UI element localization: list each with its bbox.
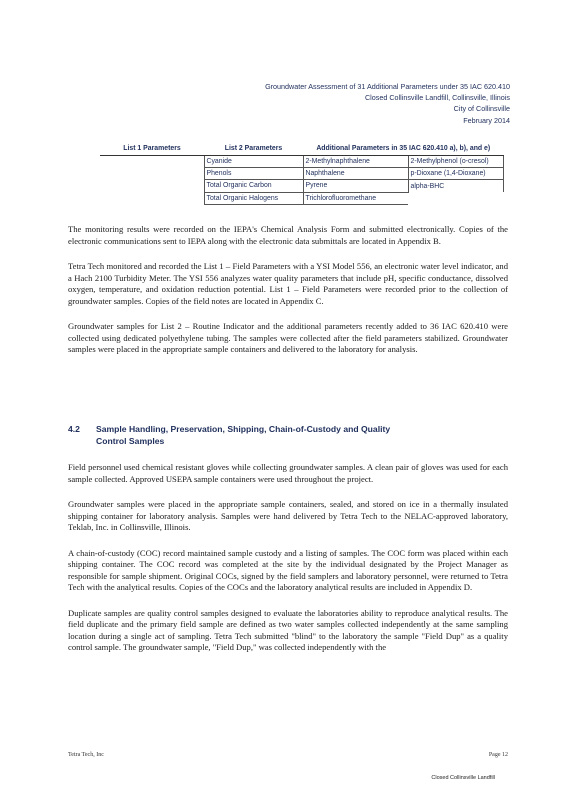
table-row xyxy=(100,156,504,168)
table-cell xyxy=(100,180,204,192)
table-row xyxy=(100,180,504,192)
paragraph-gloves: Field personnel used chemical resistant gloves while collecting groundwater samples. A clean pair of gloves was used for each sample collected. Approved USEPA sample containers were used throughout the project. xyxy=(68,462,508,484)
parameters-table xyxy=(100,142,504,205)
section-title-line1: Sample Handling, Preservation, Shipping, Chain-of-Custody and Quality xyxy=(96,424,391,434)
header-date: February 2014 xyxy=(463,115,510,125)
table-row xyxy=(100,168,504,180)
footer-page-number: Page 12 xyxy=(488,752,508,758)
footer-company: Tetra Tech, Inc xyxy=(68,752,104,758)
table-cell: p-Dioxane (1,4-Dioxane) xyxy=(408,168,504,180)
table-cell xyxy=(100,192,204,204)
table-cell: Trichlorofluoromethane xyxy=(303,192,408,204)
section-heading xyxy=(68,423,508,447)
paragraph-chain-of-custody: A chain-of-custody (COC) record maintained sample custody and a listing of samples. The COC form was placed within each shipping container. The COC record was completed at the site by the individual designated by the Project Manager as responsible for sample shipment. Original COCs, signed by the field samplers and laboratory personnel, were returned to Tetra Tech with the analytical results. Copies of the COCs and the laboratory analytical results are included in Appendix D. xyxy=(68,547,508,592)
table-row xyxy=(100,192,504,204)
document-header xyxy=(265,81,510,126)
body-section-handling xyxy=(68,462,508,668)
table-cell: Cyanide xyxy=(204,156,303,168)
footer-site-name: Closed Collinsville Landfill xyxy=(431,775,495,781)
header-client: City of Collinsville xyxy=(453,104,510,114)
table-cell xyxy=(100,156,204,168)
table-cell xyxy=(408,192,504,204)
table-cell: Pyrene xyxy=(303,180,408,192)
table-cell xyxy=(100,168,204,180)
header-title: Groundwater Assessment of 31 Additional Parameters under 35 IAC 620.410 xyxy=(265,82,510,91)
section-number: 4.2 xyxy=(68,424,80,434)
table-cell: alpha-BHC xyxy=(408,180,504,192)
column-header: Additional Parameters in 35 IAC 620.410 a), b), and e) xyxy=(303,142,504,156)
table-cell: Total Organic Carbon xyxy=(204,180,303,192)
table-cell: 2-Methylnaphthalene xyxy=(303,156,408,168)
table-cell: Phenols xyxy=(204,168,303,180)
column-header: List 2 Parameters xyxy=(204,142,303,156)
header-site: Closed Collinsville Landfill, Collinsville, Illinois xyxy=(364,93,510,103)
column-header: List 1 Parameters xyxy=(100,142,204,156)
table-cell: 2-Methylphenol (o-cresol) xyxy=(408,156,504,168)
paragraph-monitoring-results: The monitoring results were recorded on the IEPA's Chemical Analysis Form and submitted electronically. Copies of the electronic communications sent to IEPA along with the electronic data submittals are located in Appendix B. xyxy=(68,224,508,246)
paragraph-shipping: Groundwater samples were placed in the appropriate sample containers, sealed, and stored on ice in a thermally insulated shipping container for laboratory analysis. Samples were hand delivered by Tetra Tech to the NELAC-approved laboratory, Teklab, Inc. in Collinsville, Illinois. xyxy=(68,499,508,532)
table-cell: Total Organic Halogens xyxy=(204,192,303,204)
paragraph-duplicate-samples: Duplicate samples are quality control samples designed to evaluate the laboratories ability to reproduce analytical results. The field duplicate and the primary field sample are defined as two water samples collected independently at the same sampling location during a single act of sampling. Tetra Tech submitted "blind" to the laboratory the sample "Field Dup" as a quality control sample. The groundwater sample, "Field Dup," was collected independently with the xyxy=(68,607,508,652)
table-cell: Naphthalene xyxy=(303,168,408,180)
paragraph-field-parameters: Tetra Tech monitored and recorded the List 1 – Field Parameters with a YSI Model 556, an electronic water level indicator, and a Hach 2100 Turbidity Meter. The YSI 556 analyzes water quality parameters that include pH, specific conductance, dissolved oxygen, temperature, and oxidation reduction potential. List 1 – Field Parameters were recorded prior to the collection of groundwater samples. Copies of the field notes are located in Appendix C. xyxy=(68,261,508,306)
paragraph-groundwater-samples: Groundwater samples for List 2 – Routine Indicator and the additional parameters recently added to 36 IAC 620.410 were collected using dedicated polyethylene tubing. The samples were collected after the field parameters stabilized. Groundwater samples were placed in the appropriate sample containers and delivered to the laboratory for analysis. xyxy=(68,321,508,354)
table-header-row xyxy=(100,142,504,156)
section-title-line2: Control Samples xyxy=(96,436,165,446)
body-section-monitoring xyxy=(68,224,508,370)
